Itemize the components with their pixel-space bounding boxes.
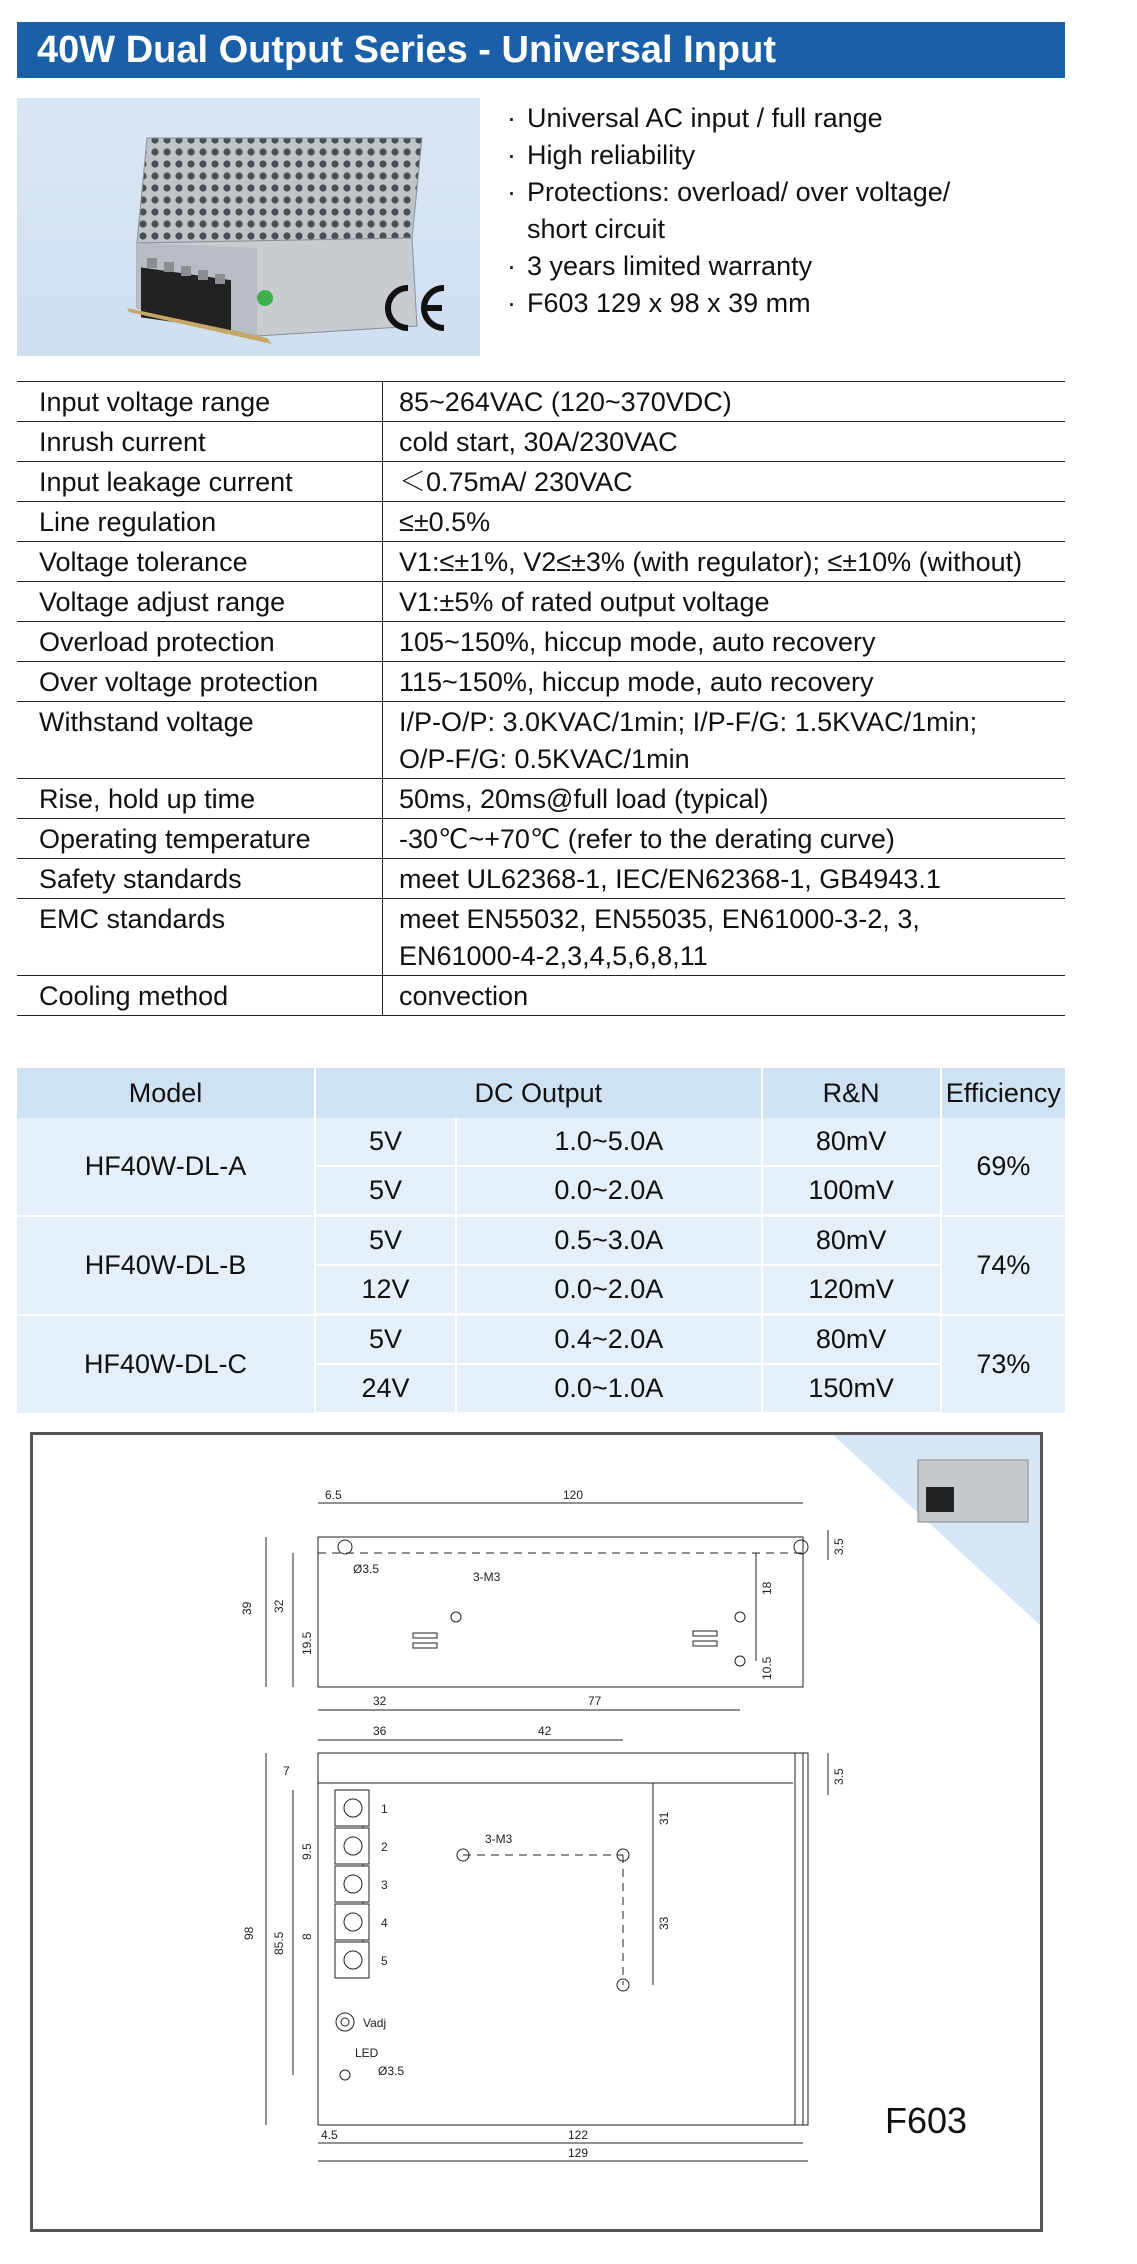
spec-row	[17, 582, 1065, 622]
spec-value	[383, 422, 1066, 462]
spec-value-line: meet UL62368-1, IEC/EN62368-1, GB4943.1	[399, 864, 941, 894]
ripple-noise: 120mV	[763, 1266, 942, 1316]
spec-value	[383, 462, 1066, 502]
spec-value	[383, 622, 1066, 662]
spec-value-line: V1:±5% of rated output voltage	[399, 587, 770, 617]
spec-value	[383, 662, 1066, 702]
spec-value-line: V1:≤±1%, V2≤±3% (with regulator); ≤±10% (without)	[399, 547, 1023, 577]
model-header: Model	[17, 1068, 316, 1118]
spec-value	[383, 899, 1066, 976]
feature-item: · Universal AC input / full range	[505, 100, 950, 137]
svg-text:7: 7	[283, 1764, 290, 1778]
spec-value	[383, 502, 1066, 542]
spec-label: Over voltage protection	[17, 662, 383, 702]
spec-row	[17, 899, 1065, 976]
svg-text:5: 5	[381, 1954, 388, 1968]
spec-value-line: 85~264VAC (120~370VDC)	[399, 387, 732, 417]
svg-text:98: 98	[242, 1926, 256, 1940]
spec-value-line: 50ms, 20ms@full load (typical)	[399, 784, 769, 814]
efficiency-header: Efficiency	[942, 1068, 1065, 1118]
dc-output-header: DC Output	[316, 1068, 763, 1118]
rn-header: R&N	[763, 1068, 942, 1118]
spec-value-line: 115~150%, hiccup mode, auto recovery	[399, 667, 874, 697]
svg-text:18: 18	[760, 1581, 774, 1595]
page-header	[17, 22, 1065, 78]
spec-row	[17, 542, 1065, 582]
model-row	[17, 1217, 1065, 1266]
svg-text:3-M3: 3-M3	[485, 1832, 513, 1846]
spec-row	[17, 819, 1065, 859]
output-current: 1.0~5.0A	[457, 1118, 763, 1167]
spec-label: Safety standards	[17, 859, 383, 899]
svg-text:3.5: 3.5	[832, 1768, 846, 1785]
model-row	[17, 1316, 1065, 1365]
spec-label: Line regulation	[17, 502, 383, 542]
output-current: 0.0~2.0A	[457, 1266, 763, 1316]
spec-row	[17, 779, 1065, 819]
spec-row	[17, 976, 1065, 1016]
spec-value-line: convection	[399, 981, 529, 1011]
page-title: 40W Dual Output Series - Universal Input	[37, 29, 777, 71]
output-voltage: 24V	[316, 1365, 457, 1415]
spec-label: Operating temperature	[17, 819, 383, 859]
spec-row	[17, 422, 1065, 462]
svg-text:129: 129	[568, 2146, 589, 2160]
svg-text:85.5: 85.5	[272, 1931, 286, 1955]
svg-text:LED: LED	[355, 2046, 379, 2060]
svg-text:1: 1	[381, 1802, 388, 1816]
spec-row	[17, 382, 1065, 422]
svg-text:120: 120	[563, 1488, 584, 1502]
spec-label: Inrush current	[17, 422, 383, 462]
svg-text:122: 122	[568, 2128, 589, 2142]
model-row	[17, 1118, 1065, 1167]
svg-text:Vadj: Vadj	[363, 2016, 387, 2030]
spec-value-line: ＜0.75mA/ 230VAC	[399, 467, 633, 497]
svg-text:33: 33	[657, 1916, 671, 1930]
ripple-noise: 100mV	[763, 1167, 942, 1217]
spec-value	[383, 542, 1066, 582]
spec-value	[383, 582, 1066, 622]
svg-text:10.5: 10.5	[760, 1656, 774, 1680]
svg-text:36: 36	[373, 1724, 387, 1738]
svg-text:Ø3.5: Ø3.5	[353, 1562, 380, 1576]
svg-text:3: 3	[381, 1878, 388, 1892]
output-current: 0.0~2.0A	[457, 1167, 763, 1217]
spec-label: Withstand voltage	[17, 702, 383, 779]
svg-text:Ø3.5: Ø3.5	[378, 2064, 405, 2078]
svg-text:31: 31	[657, 1811, 671, 1825]
svg-text:32: 32	[272, 1599, 286, 1613]
svg-text:3.5: 3.5	[832, 1538, 846, 1555]
output-voltage: 5V	[316, 1118, 457, 1167]
model-name: HF40W-DL-C	[17, 1316, 316, 1415]
svg-text:4.5: 4.5	[321, 2128, 338, 2142]
spec-label: Rise, hold up time	[17, 779, 383, 819]
spec-value-line: EN61000-4-2,3,4,5,6,8,11	[399, 941, 708, 971]
output-voltage: 5V	[316, 1217, 457, 1266]
spec-row	[17, 622, 1065, 662]
efficiency-value: 73%	[942, 1316, 1065, 1415]
model-table	[17, 1068, 1065, 1415]
svg-text:6.5: 6.5	[325, 1488, 342, 1502]
efficiency-value: 69%	[942, 1118, 1065, 1217]
ripple-noise: 80mV	[763, 1217, 942, 1266]
svg-text:3-M3: 3-M3	[473, 1570, 501, 1584]
spec-label: EMC standards	[17, 899, 383, 976]
spec-label: Voltage tolerance	[17, 542, 383, 582]
spec-label: Input voltage range	[17, 382, 383, 422]
spec-label: Overload protection	[17, 622, 383, 662]
spec-label: Voltage adjust range	[17, 582, 383, 622]
ripple-noise: 80mV	[763, 1316, 942, 1365]
feature-item: · Protections: overload/ over voltage/	[505, 174, 950, 211]
spec-value-line: cold start, 30A/230VAC	[399, 427, 678, 457]
spec-value-line: 105~150%, hiccup mode, auto recovery	[399, 627, 876, 657]
output-voltage: 5V	[316, 1316, 457, 1365]
spec-row	[17, 859, 1065, 899]
svg-text:42: 42	[538, 1724, 552, 1738]
spec-value	[383, 382, 1066, 422]
output-voltage: 5V	[316, 1167, 457, 1217]
output-voltage: 12V	[316, 1266, 457, 1316]
svg-text:19.5: 19.5	[300, 1631, 314, 1655]
drawing-label: F603	[885, 2100, 968, 2141]
svg-text:2: 2	[381, 1840, 388, 1854]
spec-value-line: O/P-F/G: 0.5KVAC/1min	[399, 744, 690, 774]
spec-value	[383, 976, 1066, 1016]
output-current: 0.5~3.0A	[457, 1217, 763, 1266]
spec-value-line: ≤±0.5%	[399, 507, 491, 537]
spec-table	[17, 381, 1065, 1016]
output-current: 0.4~2.0A	[457, 1316, 763, 1365]
spec-value-line: -30℃~+70℃ (refer to the derating curve)	[399, 824, 895, 854]
output-current: 0.0~1.0A	[457, 1365, 763, 1415]
spec-row	[17, 462, 1065, 502]
ce-mark	[372, 278, 452, 338]
spec-value	[383, 702, 1066, 779]
svg-text:77: 77	[588, 1694, 602, 1708]
model-name: HF40W-DL-B	[17, 1217, 316, 1316]
feature-item: · 3 years limited warranty	[505, 248, 950, 285]
feature-item-continuation: short circuit	[527, 214, 666, 244]
spec-value-line: I/P-O/P: 3.0KVAC/1min; I/P-F/G: 1.5KVAC/1min;	[399, 707, 978, 737]
spec-label: Input leakage current	[17, 462, 383, 502]
spec-row	[17, 662, 1065, 702]
svg-text:8: 8	[300, 1933, 314, 1940]
svg-text:39: 39	[240, 1601, 254, 1615]
svg-text:4: 4	[381, 1916, 388, 1930]
spec-row	[17, 502, 1065, 542]
spec-value	[383, 779, 1066, 819]
model-name: HF40W-DL-A	[17, 1118, 316, 1217]
spec-value	[383, 819, 1066, 859]
feature-item: · F603 129 x 98 x 39 mm	[505, 285, 950, 322]
feature-list	[505, 100, 950, 322]
ripple-noise: 150mV	[763, 1365, 942, 1415]
ripple-noise: 80mV	[763, 1118, 942, 1167]
product-photo	[17, 98, 480, 356]
spec-value	[383, 859, 1066, 899]
feature-item: · High reliability	[505, 137, 950, 174]
spec-value-line: meet EN55032, EN55035, EN61000-3-2, 3,	[399, 904, 920, 934]
efficiency-value: 74%	[942, 1217, 1065, 1316]
svg-text:32: 32	[373, 1694, 387, 1708]
spec-row	[17, 702, 1065, 779]
spec-label: Cooling method	[17, 976, 383, 1016]
svg-text:9.5: 9.5	[300, 1843, 314, 1860]
